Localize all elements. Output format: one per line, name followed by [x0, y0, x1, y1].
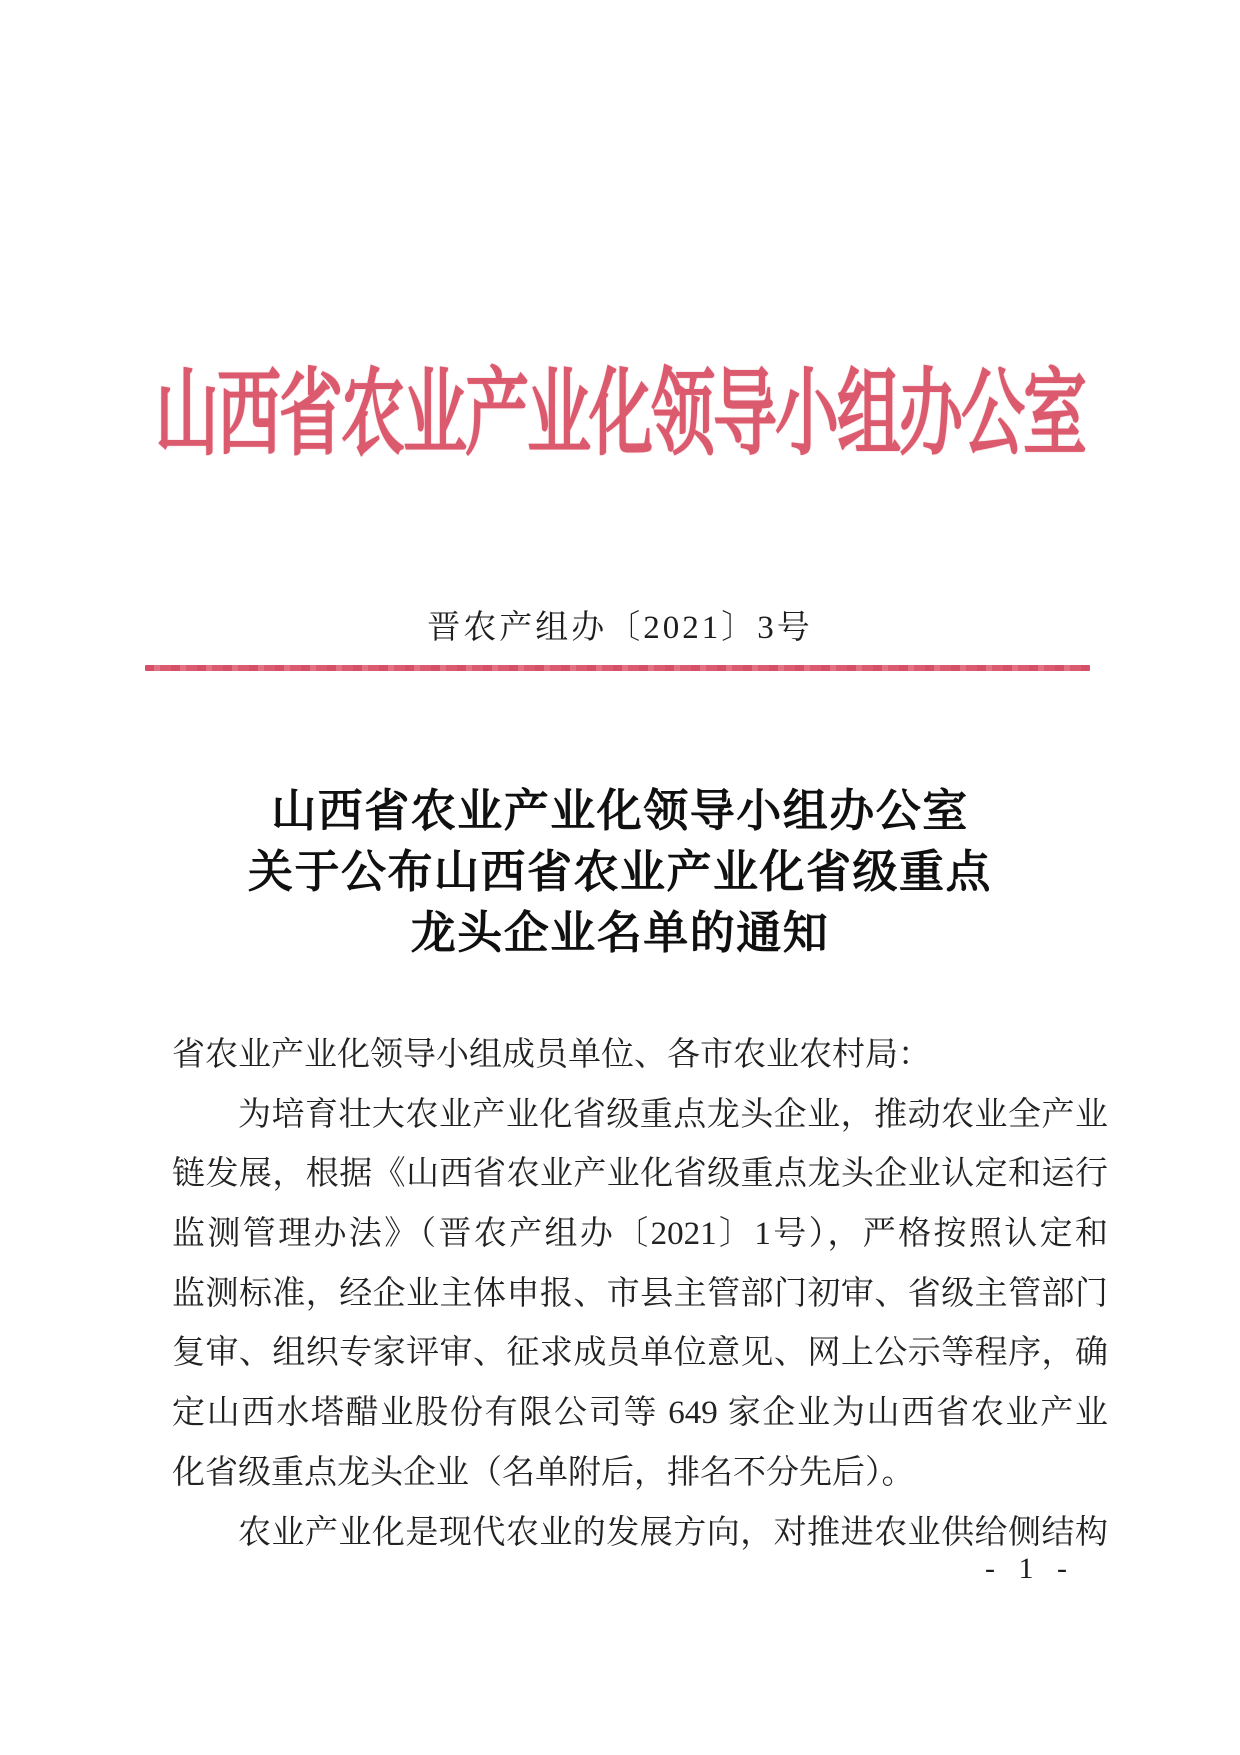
- notice-title-line-3: 龙头企业名单的通知: [410, 908, 830, 958]
- doc-number: 晋农产组办〔2021〕3号: [427, 610, 813, 646]
- red-separator-line: [145, 665, 1090, 671]
- letterhead: [0, 361, 1240, 467]
- notice-body: [172, 1026, 1108, 1563]
- notice-title-line-1: 山西省农业产业化领导小组办公室: [271, 786, 969, 836]
- body-line: 化省级重点龙头企业（名单附后，排名不分先后）。: [172, 1454, 915, 1491]
- body-line: 农业产业化是现代农业的发展方向，对推进农业供给侧结构: [238, 1514, 1108, 1551]
- letterhead-org-name: 山西省农业产业化领导小组办公室: [155, 361, 1085, 467]
- page-number: - 1 -: [985, 1552, 1075, 1585]
- body-line: 链发展，根据《山西省农业产业化省级重点龙头企业认定和运行: [172, 1156, 1108, 1193]
- notice-title: [0, 781, 1240, 964]
- body-line: 监测管理办法》（晋农产组办〔2021〕1号），严格按照认定和: [172, 1216, 1108, 1253]
- notice-title-line-2: 关于公布山西省农业产业化省级重点: [247, 847, 992, 897]
- body-line: 为培育壮大农业产业化省级重点龙头企业，推动农业全产业: [238, 1096, 1108, 1133]
- body-line: 复审、组织专家评审、征求成员单位意见、网上公示等程序，确: [172, 1335, 1108, 1372]
- body-line: 监测标准，经企业主体申报、市县主管部门初审、省级主管部门: [172, 1275, 1108, 1312]
- body-line: 定山西水塔醋业股份有限公司等 649 家企业为山西省农业产业: [172, 1395, 1108, 1432]
- salutation: 省农业产业化领导小组成员单位、各市农业农村局：: [172, 1037, 931, 1073]
